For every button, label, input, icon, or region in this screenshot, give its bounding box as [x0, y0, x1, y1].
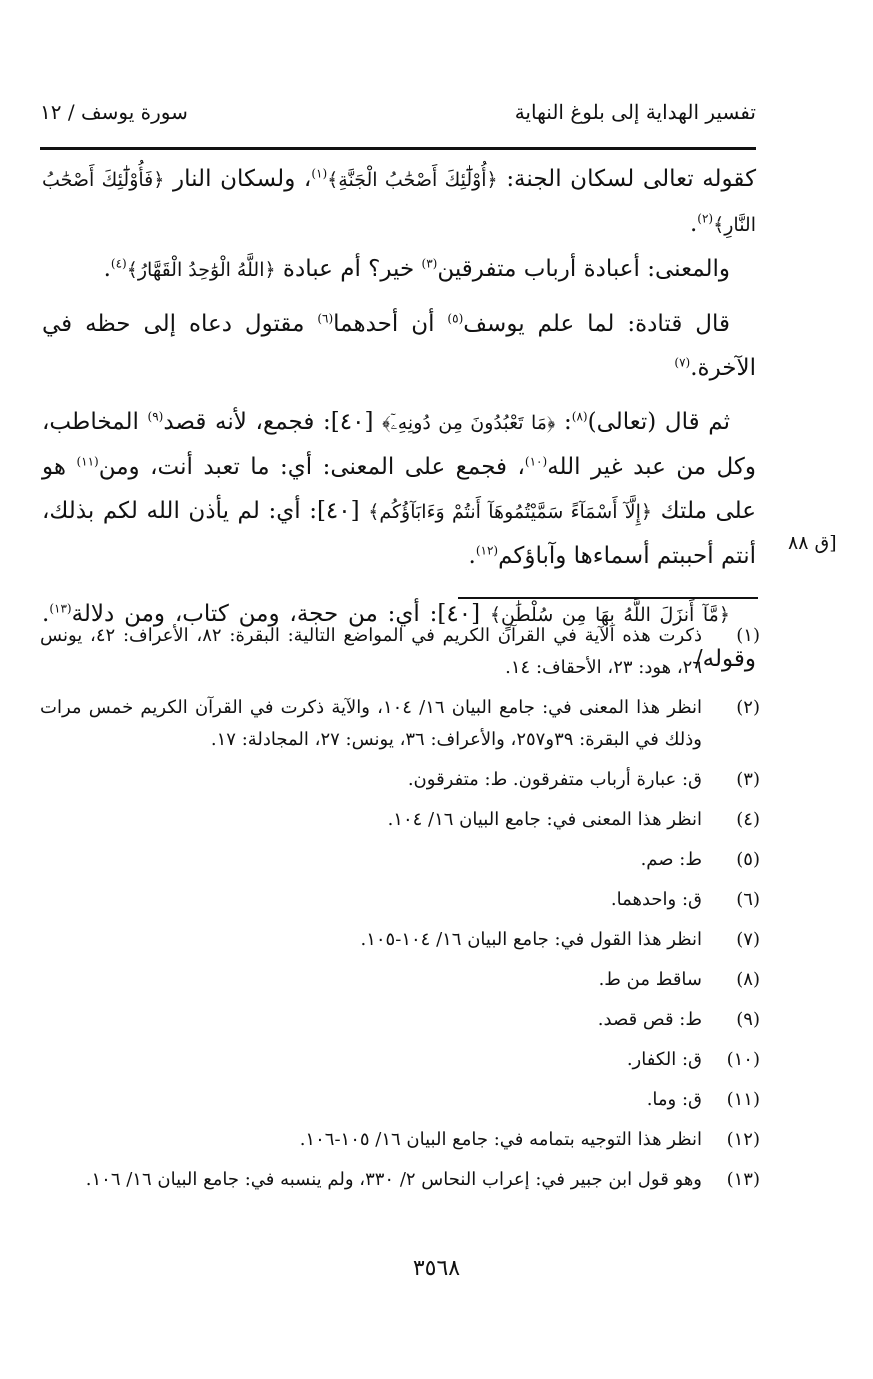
footnote — [40, 844, 760, 876]
paragraph — [42, 157, 756, 247]
footnote-text: ق: وما. — [646, 1089, 702, 1110]
footnote-ref: (١١) — [76, 454, 99, 469]
footnote-number: (٧) — [736, 929, 760, 950]
footnote-ref: (٥) — [447, 311, 464, 326]
footnote-number: (١١) — [726, 1089, 760, 1110]
footnote — [40, 804, 760, 836]
footnote-ref: (١٢) — [475, 543, 499, 558]
header-rule — [40, 147, 756, 150]
footnote-text: ق: عبارة أرباب متفرقون. ط: متفرقون. — [407, 769, 702, 790]
text-run: [٤٠]: فجمع، لأنه قصد — [163, 409, 383, 435]
footnote-ref: (٩) — [147, 409, 164, 424]
text-run: [٤٠]: أي: لم يأذن الله لكم بذلك، أنتم أحببتم أسماءها وآباؤكم — [42, 498, 756, 569]
footnote-text: ق: واحدهما. — [610, 889, 702, 910]
text-run: خير؟ أم عبادة — [275, 256, 422, 282]
footnote-separator — [458, 597, 758, 599]
paragraph — [42, 400, 756, 578]
quran-verse: ﴿مَا تَعْبُدُونَ مِن دُونِهِۦٓ﴾ — [382, 412, 556, 434]
text-run: كقوله تعالى لسكان الجنة: — [497, 166, 757, 192]
text-run: . — [689, 211, 698, 237]
footnote-number: (٨) — [736, 969, 760, 990]
text-run: مقتول دعاه إلى حظه في الآخرة. — [42, 311, 756, 381]
footnote-text: انظر هذا المعنى في: جامع البيان ١٦/ ١٠٤، والآية ذكرت في القرآن الكريم خمس مرات وذلك في البقرة: ٣٩و٢٥٧، والأعراف: ٣٦، يونس: ٢٧، المجادلة: ١٧. — [40, 697, 702, 750]
footnote-ref: (١٣) — [49, 601, 72, 616]
text-run: . وقوله/ — [42, 601, 756, 672]
footnote — [40, 764, 760, 796]
paragraph — [42, 302, 756, 390]
book-title: تفسير الهداية إلى بلوغ النهاية — [514, 100, 756, 124]
text-run: المخاطب، وكل من عبد غير الله — [42, 409, 756, 480]
footnote-number: (٥) — [736, 849, 760, 870]
footnote — [40, 1164, 760, 1196]
text-run: ، فجمع على المعنى: أي: ما تعبد أنت، ومن — [98, 454, 525, 480]
footnote — [40, 964, 760, 996]
footnote-ref: (٢) — [697, 211, 714, 226]
footnote-number: (٢) — [736, 697, 760, 718]
page-number: ٣٥٦٨ — [412, 1256, 461, 1281]
footnote — [40, 692, 760, 756]
footnote-number: (٩) — [736, 1009, 760, 1030]
footnote-text: وهو قول ابن جبير في: إعراب النحاس ٢/ ٣٣٠، ولم ينسبه في: جامع البيان ١٦/ ١٠٦. — [85, 1169, 702, 1190]
footnote — [40, 1044, 760, 1076]
footnote — [40, 1084, 760, 1116]
footnote-ref: (٧) — [674, 355, 691, 370]
footnote-ref: (٤) — [110, 256, 127, 271]
footnote-text: انظر هذا القول في: جامع البيان ١٦/ ١٠٤-١٠٥. — [360, 929, 702, 950]
footnote-ref: (٦) — [317, 311, 334, 326]
text-run: [٤٠]: أي: من حجة، ومن كتاب، ومن دلالة — [71, 601, 490, 627]
footnote — [40, 884, 760, 916]
footnote — [40, 1004, 760, 1036]
quran-verse: ﴿مَّآ أَنزَلَ اللَّهُ بِهَا مِن سُلْطَٰنٍ﴾ — [489, 604, 730, 626]
footnote-text: ق: الكفار. — [626, 1049, 702, 1070]
quran-verse: ﴿فَأُوْلَٰٓئِكَ أَصْحَٰبُ النَّارِ﴾ — [42, 169, 756, 236]
footnote-number: (٣) — [736, 769, 760, 790]
footnote-text: انظر هذا المعنى في: جامع البيان ١٦/ ١٠٤. — [387, 809, 702, 830]
text-run: قال قتادة: لما علم يوسف — [463, 311, 730, 337]
text-run: . — [468, 543, 476, 569]
footnote-ref: (٨) — [571, 409, 588, 424]
footnote-number: (١٢) — [726, 1129, 760, 1150]
footnote-text: انظر هذا التوجيه بتمامه في: جامع البيان ١٦/ ١٠٥-١٠٦. — [299, 1129, 702, 1150]
quran-verse: ﴿أُوْلَٰٓئِكَ أَصْحَٰبُ الْجَنَّةِ﴾ — [327, 169, 498, 191]
text-run: . — [103, 256, 111, 282]
quran-verse: ﴿اللَّهُ الْوَٰحِدُ الْقَهَّارُ﴾ — [126, 259, 276, 281]
footnote-text: ذكرت هذه الآية في القرآن الكريم في المواضع التالية: البقرة: ٨٢، الأعراف: ٤٢، يونس ٢٦، هود: ٢٣، الأحقاف: ١٤. — [40, 625, 702, 678]
text-run: ثم قال (تعالى) — [587, 409, 730, 435]
footnote-text: ط: صم. — [640, 849, 702, 870]
footnote-ref: (٣) — [421, 256, 438, 271]
surah-label: سورة يوسف / ١٢ — [40, 100, 188, 124]
text-run: أن أحدهما — [333, 311, 448, 337]
text-run: : — [555, 409, 572, 435]
text-run: هو على ملتك — [42, 454, 756, 524]
footnote-text: ساقط من ط. — [598, 969, 702, 990]
footnote-text: ط: قص قصد. — [597, 1009, 702, 1030]
footnote-number: (٤) — [736, 809, 760, 830]
footnotes — [40, 620, 760, 1204]
text-run: ، ولسكان النار — [164, 166, 312, 192]
footnote-number: (٦) — [736, 889, 760, 910]
running-header — [40, 96, 756, 132]
manuscript-margin-note: [ق ٨٨ — [788, 532, 837, 554]
footnote — [40, 1124, 760, 1156]
footnote-ref: (١٠) — [524, 454, 548, 469]
footnote-number: (١٠) — [726, 1049, 760, 1070]
main-text — [42, 157, 756, 681]
quran-verse: ﴿إِلَّآ أَسْمَآءً سَمَّيْتُمُوهَآ أَنتُمْ وَءَابَآؤُكُم﴾ — [368, 501, 653, 523]
footnote-number: (١) — [736, 625, 760, 646]
text-run: والمعنى: أعبادة أرباب متفرقين — [437, 256, 730, 282]
paragraph — [42, 247, 756, 292]
footnote — [40, 620, 760, 684]
footnote — [40, 924, 760, 956]
footnote-ref: (١) — [311, 166, 328, 181]
footnote-number: (١٣) — [726, 1169, 760, 1190]
